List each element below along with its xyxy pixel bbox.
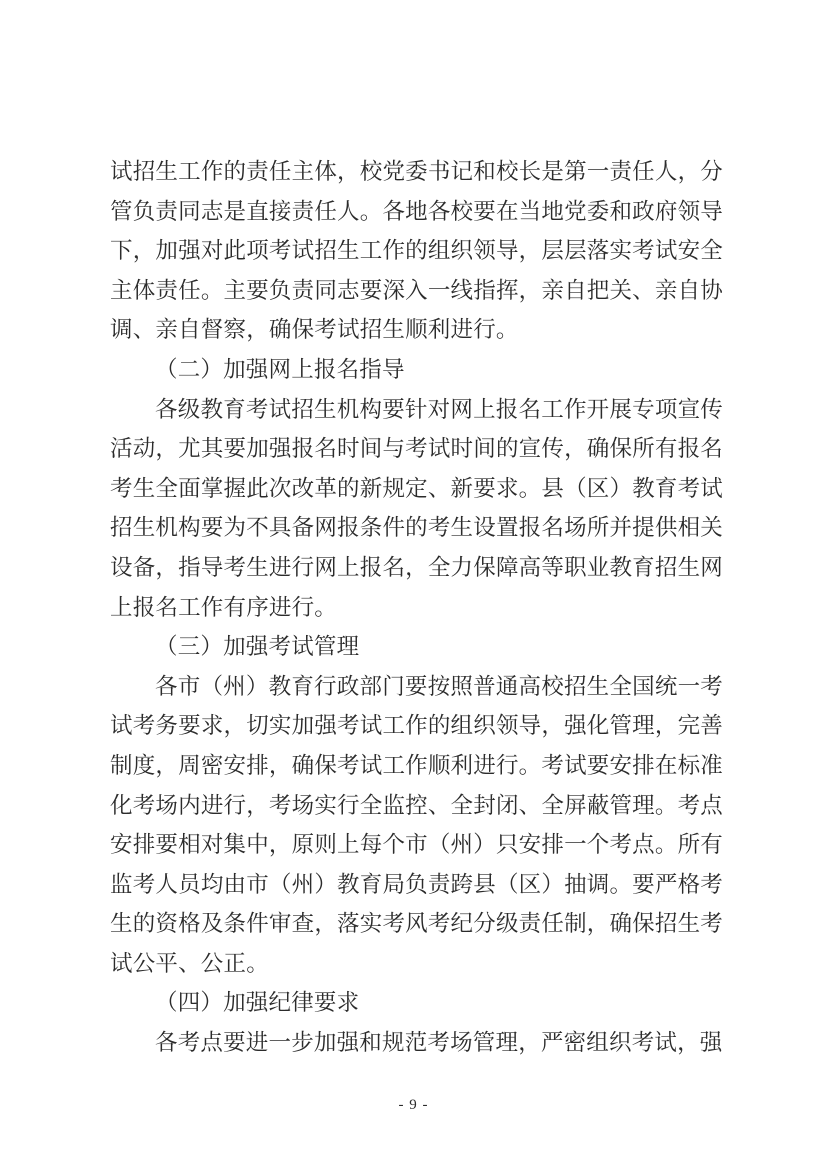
section-heading-2-online-registration-guidance: （二）加强网上报名指导 <box>155 356 405 382</box>
section-heading-3-exam-management: （三）加强考试管理 <box>155 634 360 660</box>
section-heading-4-discipline-requirements: （四）加强纪律要求 <box>155 990 360 1016</box>
paragraph-online-registration-guidance: 各级教育考试招生机构要针对网上报名工作开展专项宣传活动，尤其要加强报名时间与考试时间的宣传，确保所有报名考生全面掌握此次改革的新规定、新要求。县（区）教育考试招生机构要为不具备网报条件的考生设置报名场所并提供相关设备，指导考生进行网上报名，全力保障高等职业教育招生网上报名工作有序进行。 <box>110 396 723 620</box>
document-content <box>110 152 723 1063</box>
page-footer <box>0 1096 827 1114</box>
paragraph-continuation-responsibility: 试招生工作的责任主体，校党委书记和校长是第一责任人，分管负责同志是直接责任人。各地各校要在当地党委和政府领导下，加强对此项考试招生工作的组织领导，层层落实考试安全主体责任。主要负责同志要深入一线指挥，亲自把关、亲自协调、亲自督察，确保考试招生顺利进行。 <box>110 159 723 343</box>
page-number: - 9 - <box>398 1097 429 1113</box>
paragraph-exam-management: 各市（州）教育行政部门要按照普通高校招生全国统一考试考务要求，切实加强考试工作的组织领导，强化管理，完善制度，周密安排，确保考试工作顺利进行。考试要安排在标准化考场内进行，考场实行全监控、全封闭、全屏蔽管理。考点安排要相对集中，原则上每个市（州）只安排一个考点。所有监考人员均由市（州）教育局负责跨县（区）抽调。要严格考生的资格及条件审查，落实考风考纪分级责任制，确保招生考试公平、公正。 <box>110 673 723 976</box>
paragraph-discipline-requirements: 各考点要进一步加强和规范考场管理，严密组织考试，强 <box>155 1030 723 1056</box>
